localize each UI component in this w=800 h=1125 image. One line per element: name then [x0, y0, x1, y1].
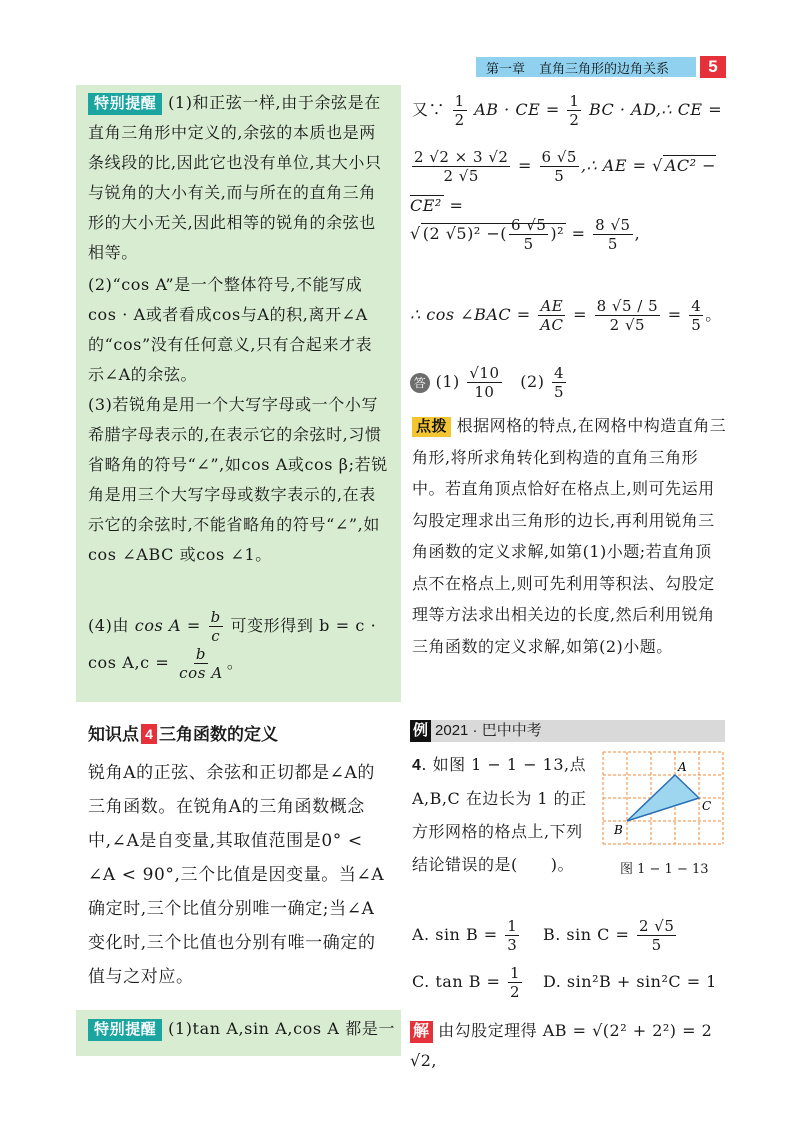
answer-line: 答 (1) $\frac{√10}{10}$ (2) $\frac{4}{5}$ [410, 360, 730, 404]
kp-prefix: 知识点 [88, 725, 139, 744]
hint-label: 点拨 [412, 417, 451, 437]
option-a[interactable]: A. sin B = $\frac{1}{3}$ [412, 917, 518, 954]
kp-title: 三角函数的定义 [159, 725, 278, 744]
solution-start [410, 1016, 730, 1076]
fraction-b-over-cosA: $\frac{b}{\text{cos A}}$ [179, 645, 223, 682]
chapter-label: 第一章 [486, 60, 526, 76]
tip1-paragraph-2: (2)“cos A”是一个整体符号,不能写成cos · A或者看成cos与A的积,离开∠A的“cos”没有任何意义,只有合起来才表示∠A的余弦。 [88, 275, 373, 384]
kp-number-badge: 4 [141, 724, 157, 744]
p4-end: 。 [226, 653, 244, 672]
grid-figure [600, 748, 726, 848]
solution-line-3: √ (2 √5)² −( $\frac{6 √5}{5}$ )² = $\frac{8 √5}{5}$ , [410, 216, 641, 253]
option-b[interactable]: B. sin C = $\frac{2 √5}{5}$ [543, 917, 675, 954]
chapter-title: 直角三角形的边角关系 [539, 60, 670, 76]
option-d[interactable]: D. sin²B + sin²C = 1 [543, 972, 717, 991]
tip1-text-1: (1)和正弦一样,由于余弦是在直角三角形中定义的,余弦的本质也是两条线段的比,因此它也没有单位,其大小只与锐角的大小有关,而与所在的直角三角形的大小无关,因此相等的锐角的余弦也相等。 [88, 93, 382, 262]
definition-text: 锐角A的正弦、余弦和正切都是∠A的三角函数。在锐角A的三角函数概念中,∠A是自变量,其取值范围是0° < ∠A < 90°,三个比值是因变量。当∠A确定时,三个比值分别唯一确定;当∠A变化时,三个比值也分别有唯一确定的值与之对应。 [88, 763, 385, 987]
question-body: . 如图 1 − 1 − 13,点 A,B,C 在边长为 1 的正方形网格的格点上,下列结论错误的是( )。 [412, 755, 587, 874]
solution-line-1: 又∵ $\frac{1}{2}$ AB · CE = $\frac{1}{2}$ BC · AD,∴ CE = [412, 92, 723, 129]
tip2-paragraph [88, 1014, 398, 1044]
p4-cos: cos A = [134, 616, 201, 635]
answer-icon: 答 [410, 373, 430, 393]
tip1-paragraph-1 [88, 88, 388, 268]
label-a: A [678, 760, 687, 774]
question-text [412, 748, 592, 881]
p4-mid: 可变形得到 b = c · [230, 616, 377, 635]
example-bar [410, 720, 725, 742]
solution-line-4: ∴ cos ∠BAC = $\frac{AE}{AC}$ = $\frac{8 √5 / 5}{2 √5}$ = $\frac{4}{5}$ 。 [410, 297, 722, 334]
label-c: C [702, 799, 712, 813]
example-label: 例 [410, 720, 431, 742]
p4-prefix: (4)由 [88, 616, 130, 635]
p4-c: cos A,c = [88, 653, 170, 672]
knowledge-point-heading [88, 720, 278, 745]
hint-paragraph [412, 410, 727, 662]
tip1-paragraph-4 [88, 608, 388, 682]
tip2-text: (1)tan A,sin A,cos A 都是一 [168, 1019, 396, 1038]
tip1-paragraph-3: (3)若锐角是用一个大写字母或一个小写希腊字母表示的,在表示它的余弦时,习惯省略角的符号“∠”,如cos A或cos β;若锐角是用三个大写字母或数字表示的,在表示它的余弦时,不能省略角的符号“∠”,如 cos ∠ABC 或cos ∠1。 [88, 395, 388, 564]
label-b: B [614, 823, 623, 837]
solution-text: 由勾股定理得 AB = √(2² + 2²) = 2 √2, [410, 1021, 713, 1070]
solution-label: 解 [410, 1021, 433, 1043]
hint-text: 根据网格的特点,在网格中构造直角三角形,将所求角转化到构造的直角三角形中。若直角顶点恰好在格点上,则可先运用勾股定理求出三角形的边长,再利用锐角三角函数的定义求解,如第(1)小题;若直角顶点不在格点上,则可先利用等积法、勾股定理等方法求出相关边的长度,然后利用锐角三角函数的定义求解,如第(2)小题。 [412, 416, 727, 656]
page-number: 5 [700, 56, 726, 78]
example-source: 2021 · 巴中中考 [435, 722, 542, 739]
fraction-b-over-c: $\frac{b}{c}$ [210, 608, 221, 645]
option-c[interactable]: C. tan B = $\frac{1}{2}$ [412, 964, 521, 1001]
figure-caption: 图 1 − 1 − 13 [620, 862, 709, 877]
question-number: 4 [412, 757, 422, 774]
triangle-abc [627, 775, 699, 821]
chapter-header [476, 57, 696, 77]
solution-line-2: $\frac{2 √2 \times 3 √2}{2 √5}$ = $\frac{6 √5}{5}$ ,∴ AE = √ AC² − CE² = [410, 148, 717, 215]
tip-label-2: 特别提醒 [88, 1019, 162, 1041]
tip-label: 特别提醒 [88, 93, 162, 115]
